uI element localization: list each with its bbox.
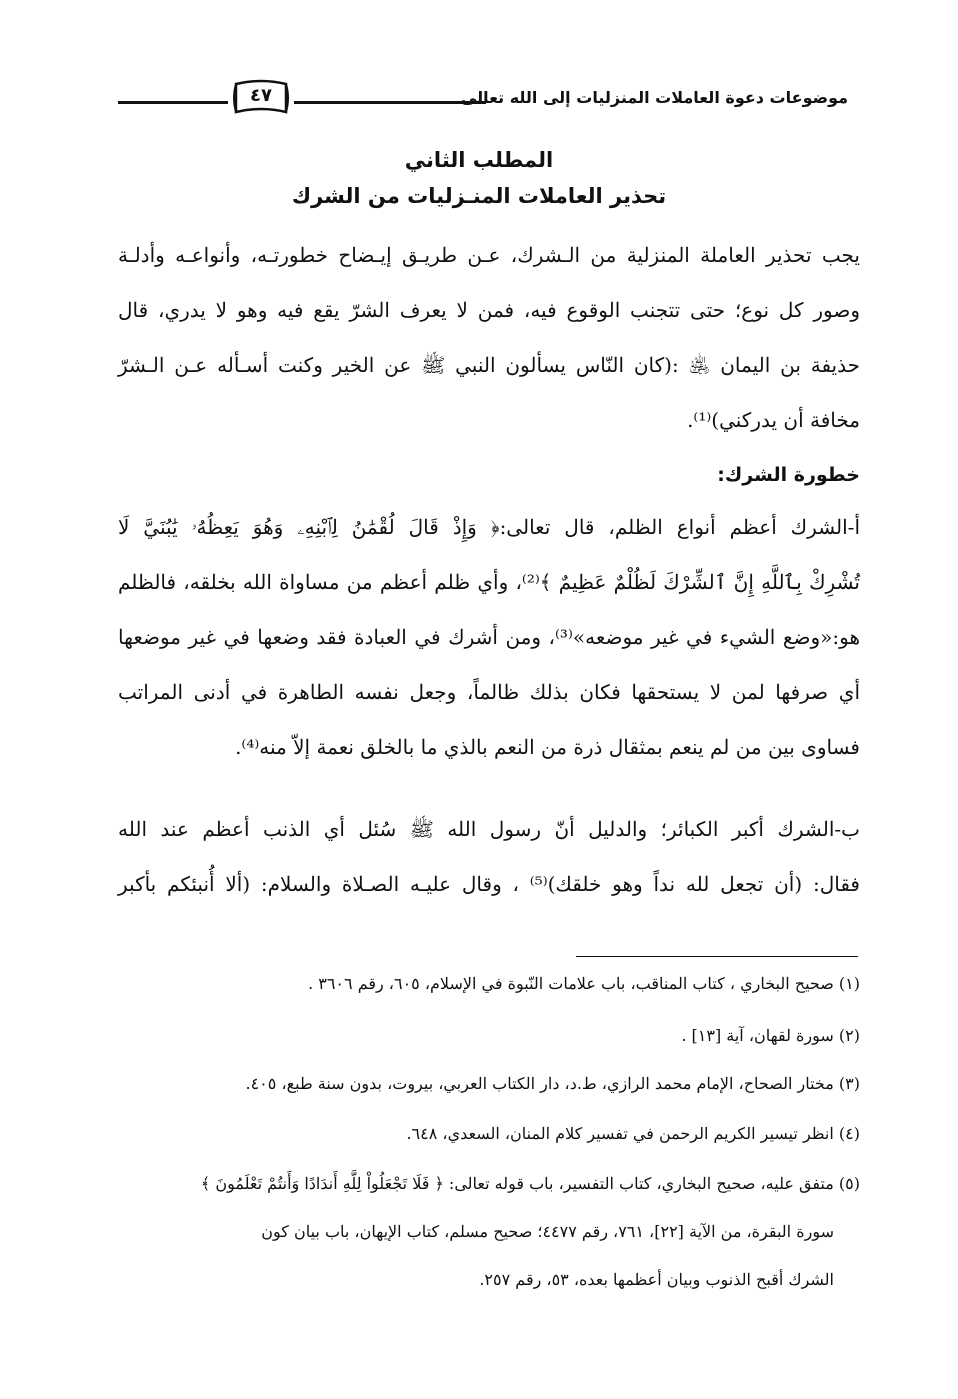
page-number-badge	[230, 78, 292, 118]
text-line: ب-الشرك أكبر الكبائر؛ والدليل أنّ رسول الله ﷺ سُئل أي الذنب أعظم عند الله	[118, 817, 860, 841]
footnote-5-continued: الشرك أقبح الذنوب وبيان أعظمها بعده، ٥٣، رقم ٢٥٧.	[479, 1270, 834, 1289]
header-rule	[118, 101, 228, 104]
text-line: فساوى بين من لم ينعم بمثقال ذرة من النعم بالذي ما بالخلق نعمة إلاّ منه⁽⁴⁾.	[235, 735, 860, 759]
text-line: حذيفة بن اليمان ﵁ :(كان النّاس يسألون النبي ﷺ عن الخير وكنت أسـأله عـن الـشرّ	[118, 353, 860, 377]
text-line: أ-الشرك أعظم أنواع الظلم، قال تعالى:﴿ وَإِذْ قَالَ لُقْمَٰنُ لِٱبْنِهِۦ وَهُوَ يَعِظُهُۥ يَٰبُنَيَّ لَا	[118, 515, 860, 539]
footnote-2: (٢) سورة لقهان، آية [١٣] .	[681, 1026, 860, 1045]
footnote-4: (٤) انظر تيسير الكريم الرحمن في تفسير كلام المنان، السعدي، ٦٤٨.	[406, 1124, 860, 1143]
footnote-separator	[576, 956, 858, 957]
section-heading: المطلب الثاني	[404, 148, 554, 172]
text-line: فقال: (أن تجعل لله نداً وهو خلقك)⁽⁵⁾ ، وقال عليـه الصـلاة والسلام: (ألا أُنبئكم بأكبر	[118, 872, 860, 896]
text-line: وصور كل نوع؛ حتى تتجنب الوقوع فيه، فمن لا يعرف الشرّ يقع فيه وهو لا يدري، قال	[118, 298, 860, 322]
text-line: أي صرفها لمن لا يستحقها فكان بذلك ظالماً، وجعل نفسه الطاهرة في أدنى المراتب	[118, 680, 860, 704]
paragraph-intro	[118, 228, 860, 448]
running-header	[118, 78, 848, 124]
text-line: يجب تحذير العاملة المنزلية من الـشرك، عـن طريـق إيـضاح خطورتـه، وأنواعـه وأدلـة	[118, 243, 860, 267]
footnote-3: (٣) مختار الصحاح، الإمام محمد الرازي، ط.د، دار الكتاب العربي، بيروت، بدون سنة طبع، ٤٠٥.	[245, 1074, 860, 1093]
text-line: مخافة أن يدركني)⁽¹⁾.	[687, 408, 860, 432]
paragraph-point-a	[118, 500, 860, 775]
header-title: موضوعات دعوة العاملات المنزليات إلى الله تعالى	[460, 88, 848, 107]
footnote-5: (٥) متفق عليه، صحيح البخاري، كتاب التفسير، باب قوله تعالى: ﴿ فَلَا تَجْعَلُواْ لِلَّهِ أَندَادًا وَأَنتُمْ تَعْلَمُونَ ﴾	[200, 1174, 860, 1193]
text-line: هو:«وضع الشيء في غير موضعه»⁽³⁾، ومن أشرك في العبادة فقد وضعها في غير موضعها	[118, 625, 860, 649]
subheading: خطورة الشرك:	[717, 464, 860, 486]
section-title: تحذير العاملات المنـزليات من الشرك	[291, 184, 667, 208]
footnote-1: (١) صحيح البخاري ، كتاب المناقب، باب علامات النّبوة في الإسلام، ٦٠٥، رقم ٣٦٠٦ .	[308, 974, 860, 993]
paragraph-point-b	[118, 802, 860, 912]
header-rule	[294, 101, 486, 104]
footnote-5-continued: سورة البقرة، من الآية [٢٢]، ٧٦١، رقم ٤٤٧٧؛ صحيح مسلم، كتاب الإيهان، باب بيان كون	[261, 1222, 834, 1241]
text-line: تُشْرِكْ بِٱللَّهِ إِنَّ ٱلشِّرْكَ لَظُلْمٌ عَظِيمٌ ﴾⁽²⁾، وأي ظلم أعظم من مساواة الله بخلقه، فالظلم	[118, 570, 861, 594]
page-number: ٤٧	[250, 85, 272, 106]
